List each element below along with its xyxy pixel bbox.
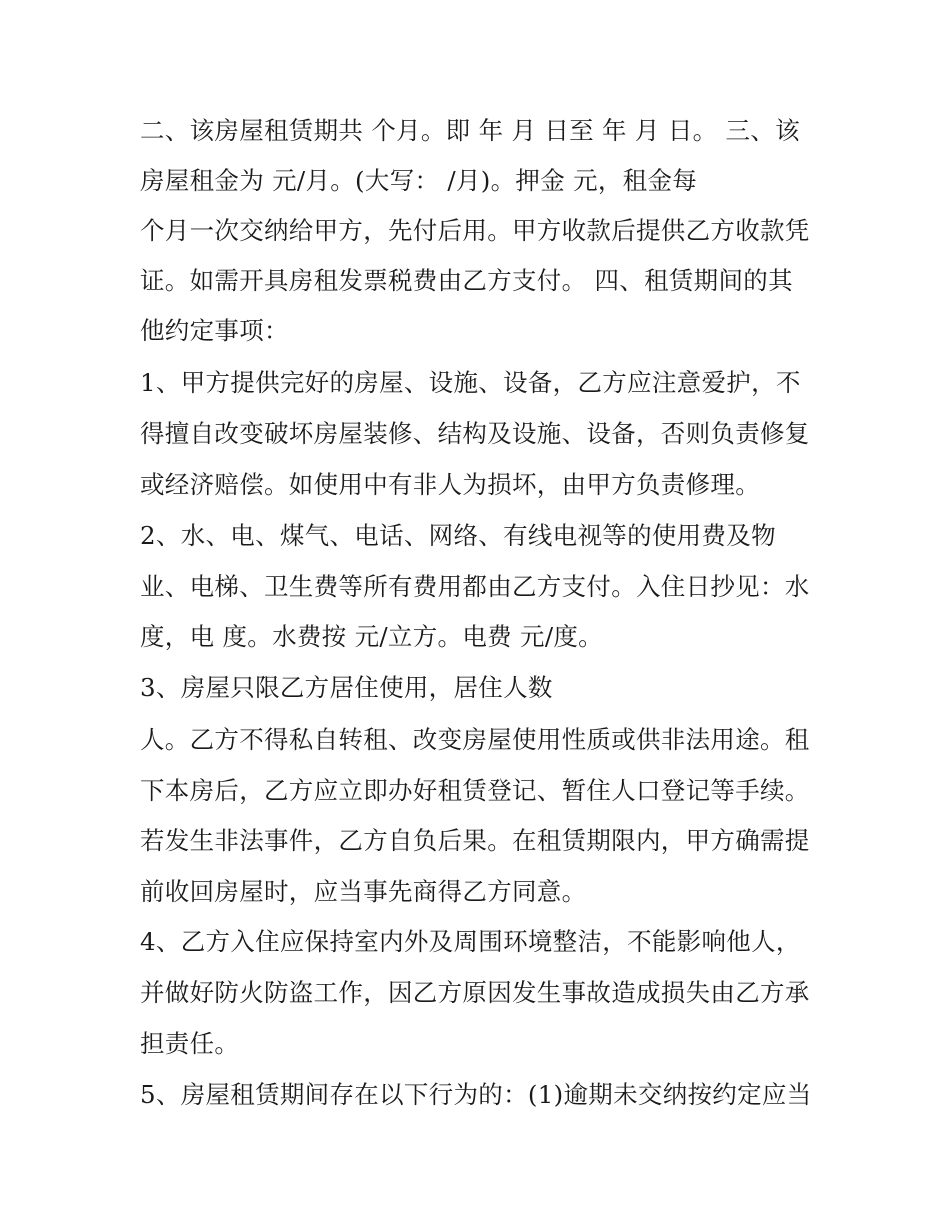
text-line: 业、电梯、卫生费等所有费用都由乙方支付。入住日抄见：水 (140, 572, 810, 601)
text-line: 得擅自改变破坏房屋装修、结构及设施、设备，否则负责修复 (140, 419, 810, 448)
text-line: 房屋租金为 元/月。(大写： /月)。押金 元，租金每 (140, 166, 698, 195)
text-line: 担责任。 (140, 1029, 240, 1058)
text-line: 3、房屋只限乙方居住使用，居住人数 (140, 673, 553, 702)
text-line: 证。如需开具房租发票税费由乙方支付。 四、租赁期间的其 (140, 266, 793, 295)
text-line: 2、水、电、煤气、电话、网络、有线电视等的使用费及物 (140, 521, 776, 550)
text-line: 或经济赔偿。如使用中有非人为损坏，由甲方负责修理。 (140, 470, 760, 499)
text-line: 二、该房屋租赁期共 个月。即 年 月 日至 年 月 日。 三、该 (140, 116, 800, 145)
text-line: 前收回房屋时，应当事先商得乙方同意。 (140, 877, 587, 906)
text-line: 下本房后，乙方应立即办好租赁登记、暂住人口登记等手续。 (140, 776, 810, 805)
text-line: 人。乙方不得私自转租、改变房屋使用性质或供非法用途。租 (140, 725, 810, 754)
text-line: 他约定事项： (140, 316, 289, 345)
text-line: 1、甲方提供完好的房屋、设施、设备，乙方应注意爱护，不 (140, 368, 801, 397)
text-line: 个月一次交纳给甲方，先付后用。甲方收款后提供乙方收款凭 (140, 216, 810, 245)
text-line: 5、房屋租赁期间存在以下行为的：(1)逾期未交纳按约定应当 (140, 1080, 812, 1109)
text-line: 4、乙方入住应保持室内外及周围环境整洁，不能影响他人， (140, 927, 801, 956)
text-line: 并做好防火防盗工作，因乙方原因发生事故造成损失由乙方承 (140, 978, 810, 1007)
text-line: 若发生非法事件，乙方自负后果。在租赁期限内，甲方确需提 (140, 826, 810, 855)
text-line: 度，电 度。水费按 元/立方。电费 元/度。 (140, 622, 603, 651)
